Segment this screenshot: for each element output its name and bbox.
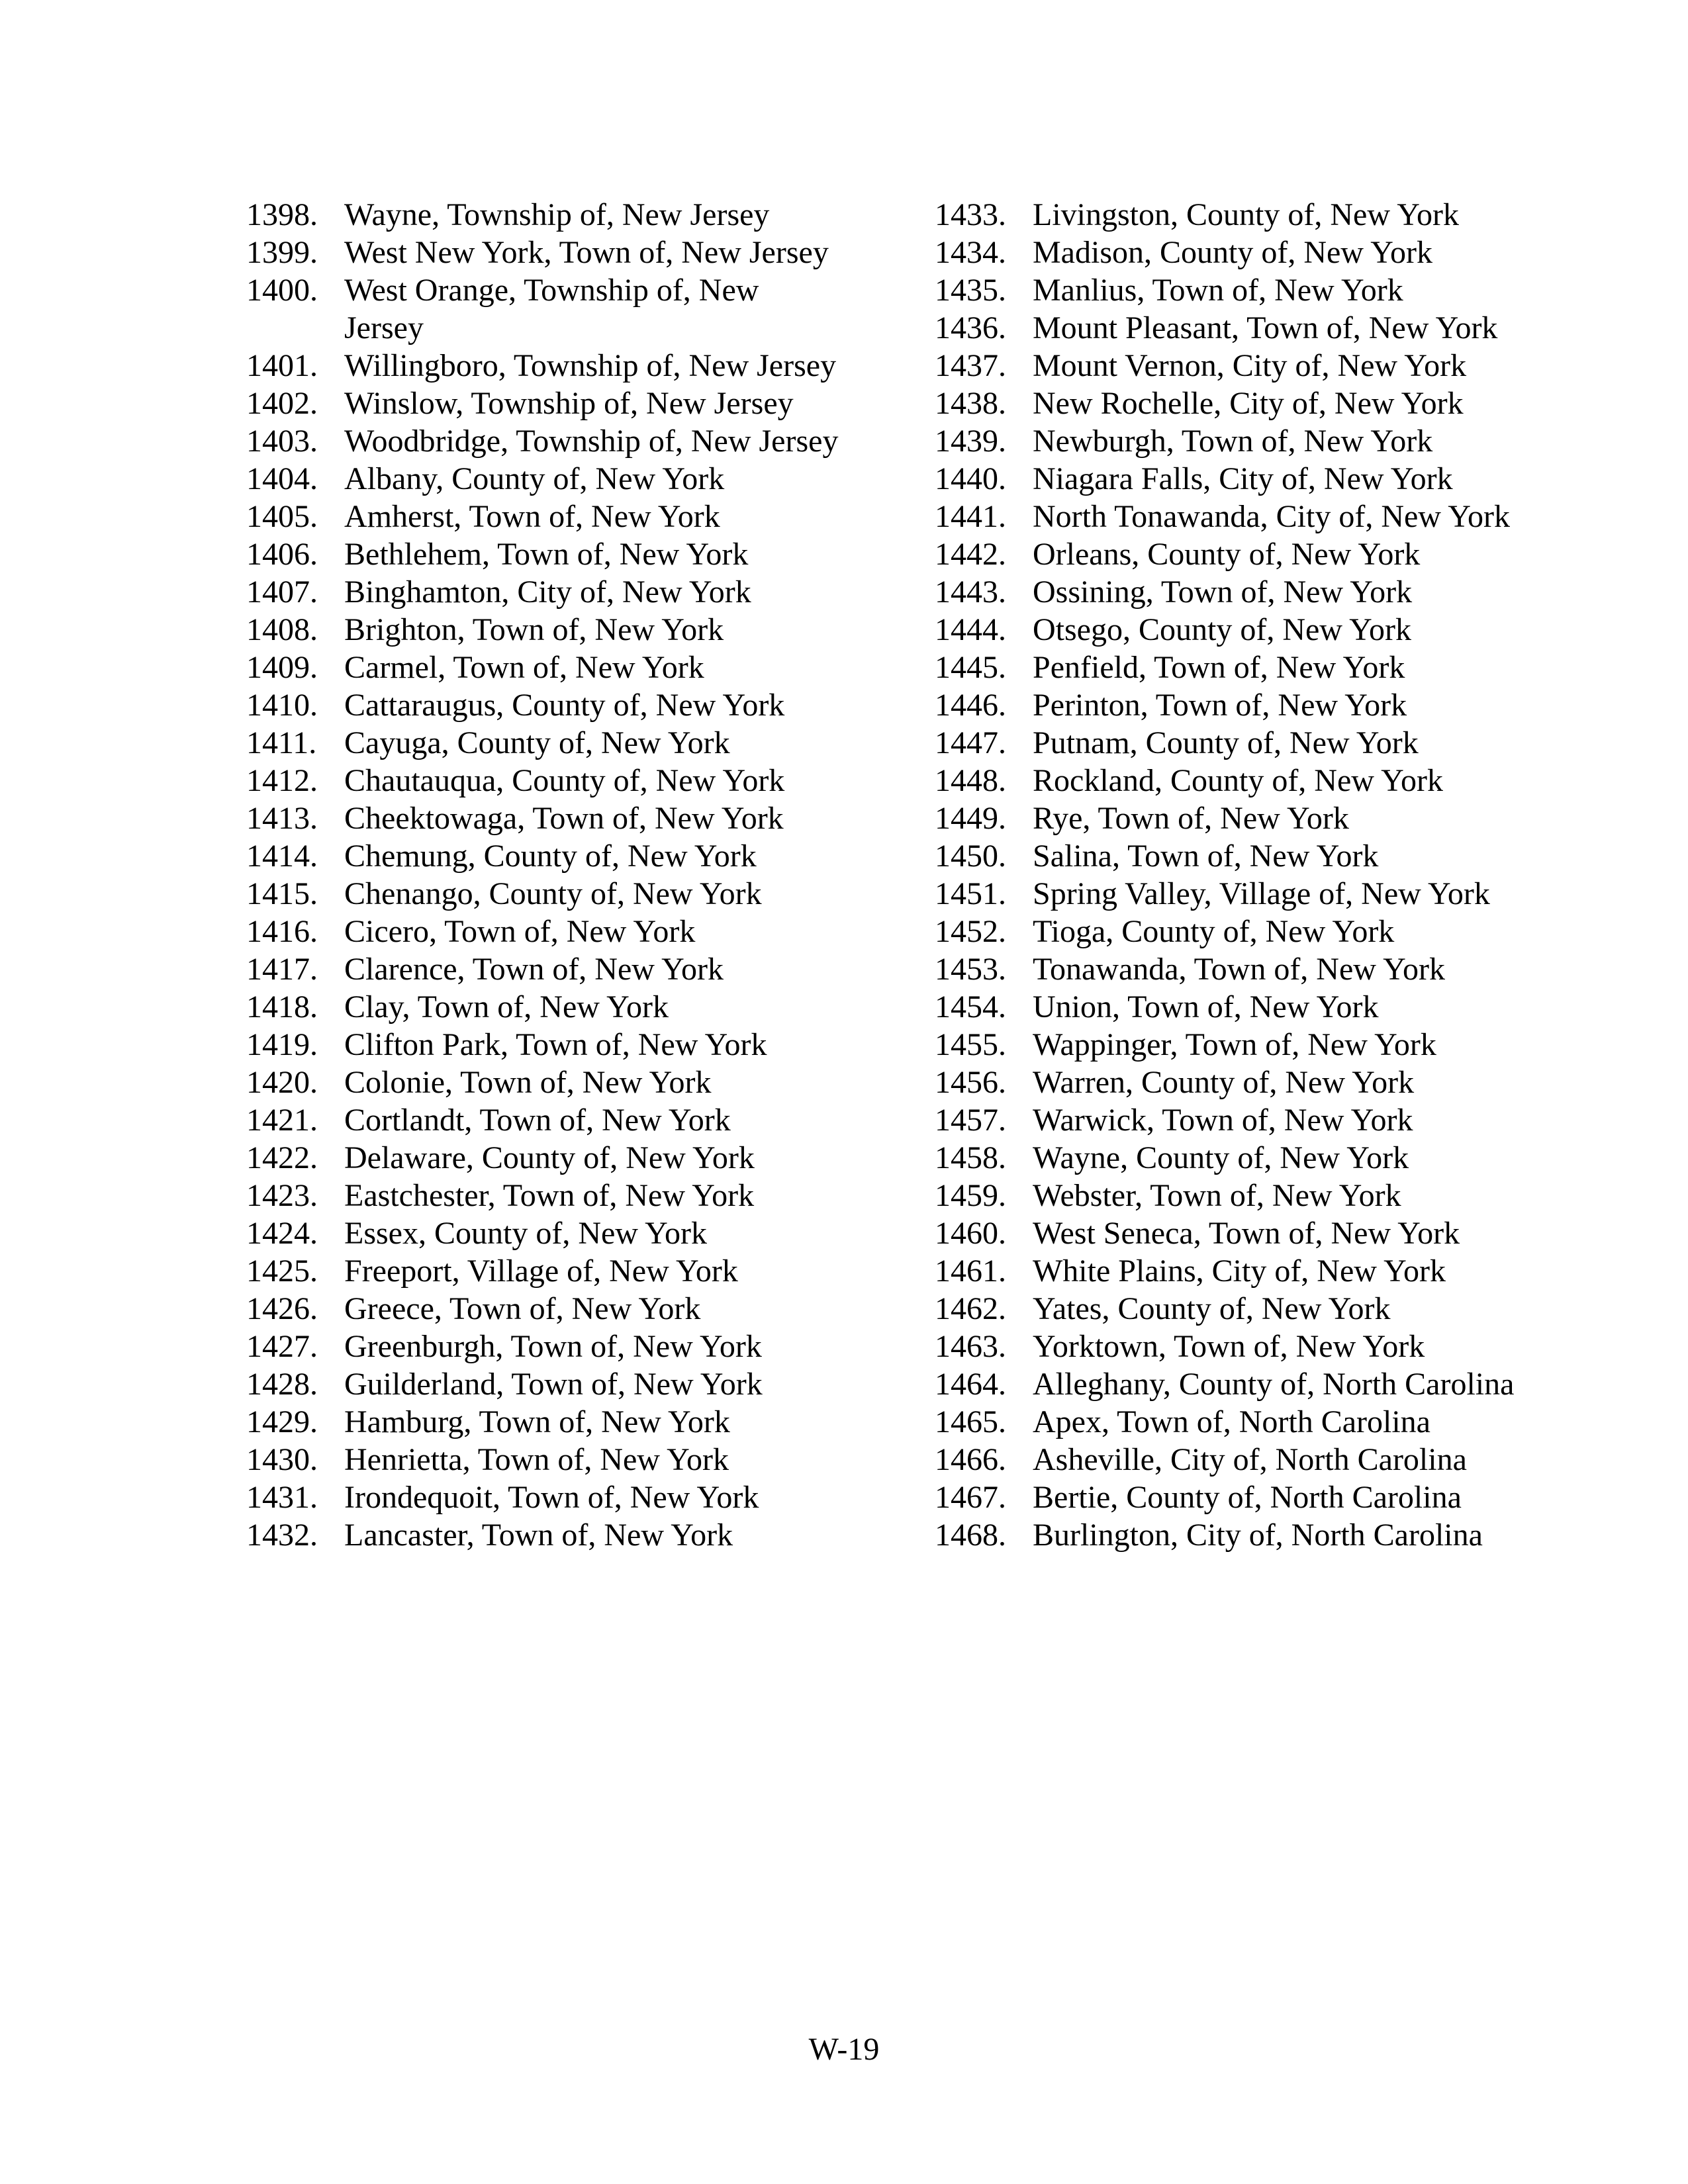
- entry-number: 1402.: [246, 386, 318, 421]
- entry-number: 1440.: [935, 461, 1006, 496]
- entry-number: 1416.: [246, 914, 318, 949]
- list-item: [935, 611, 1530, 649]
- list-item: [246, 1064, 842, 1101]
- entry-number: 1435.: [935, 273, 1006, 308]
- list-item: [935, 309, 1530, 347]
- list-item: [246, 1026, 842, 1064]
- list-item: [246, 1290, 842, 1328]
- list-item: [246, 1365, 842, 1403]
- entry-number: 1463.: [935, 1329, 1006, 1364]
- entry-name: White Plains, City of, New York: [1033, 1253, 1446, 1289]
- list-item: [246, 422, 842, 460]
- entry-name: Yorktown, Town of, New York: [1033, 1329, 1425, 1364]
- entry-number: 1441.: [935, 499, 1006, 534]
- entry-name: Burlington, City of, North Carolina: [1033, 1518, 1483, 1553]
- list-item: [935, 1328, 1530, 1365]
- entry-name: Essex, County of, New York: [344, 1216, 708, 1251]
- list-item: [935, 649, 1530, 686]
- entry-number: 1456.: [935, 1065, 1006, 1100]
- entry-number: 1408.: [246, 612, 318, 647]
- list-item: [246, 837, 842, 875]
- entry-number: 1407.: [246, 574, 318, 610]
- entry-name: Binghamton, City of, New York: [344, 574, 751, 610]
- entry-number: 1400.: [246, 273, 318, 308]
- list-item: [246, 347, 842, 385]
- entry-number: 1465.: [935, 1404, 1006, 1439]
- entry-name: Eastchester, Town of, New York: [344, 1178, 755, 1213]
- left-column: [246, 196, 842, 1554]
- entry-name: Niagara Falls, City of, New York: [1033, 461, 1453, 496]
- entry-number: 1399.: [246, 235, 318, 270]
- list-item: [935, 913, 1530, 950]
- entry-name: West New York, Town of, New Jersey: [344, 235, 829, 270]
- entry-number: 1425.: [246, 1253, 318, 1289]
- entry-name: Penfield, Town of, New York: [1033, 650, 1405, 685]
- list-item: [935, 1403, 1530, 1441]
- entry-name: Tonawanda, Town of, New York: [1033, 952, 1445, 987]
- list-item: [246, 913, 842, 950]
- list-item: [935, 875, 1530, 913]
- entry-number: 1447.: [935, 725, 1006, 760]
- entry-name: Delaware, County of, New York: [344, 1140, 755, 1175]
- list-item: [246, 1177, 842, 1214]
- entry-number: 1462.: [935, 1291, 1006, 1326]
- entry-name: Madison, County of, New York: [1033, 235, 1433, 270]
- entry-name: Irondequoit, Town of, New York: [344, 1480, 759, 1515]
- list-item: [246, 498, 842, 535]
- list-item: [246, 762, 842, 799]
- entry-number: 1411.: [246, 725, 317, 760]
- entry-name: Cattaraugus, County of, New York: [344, 688, 785, 723]
- list-item: [935, 1177, 1530, 1214]
- entry-number: 1403.: [246, 424, 318, 459]
- list-item: [246, 1101, 842, 1139]
- right-column: [935, 196, 1530, 1554]
- entry-number: 1421.: [246, 1103, 318, 1138]
- entry-name: Bethlehem, Town of, New York: [344, 537, 749, 572]
- entry-name: Cayuga, County of, New York: [344, 725, 730, 760]
- entry-number: 1404.: [246, 461, 318, 496]
- entry-name: Cheektowaga, Town of, New York: [344, 801, 784, 836]
- entry-number: 1428.: [246, 1367, 318, 1402]
- entry-name: Lancaster, Town of, New York: [344, 1518, 733, 1553]
- entry-name: Wayne, County of, New York: [1033, 1140, 1409, 1175]
- entry-number: 1398.: [246, 197, 318, 232]
- list-item: [935, 950, 1530, 988]
- list-item: [246, 535, 842, 573]
- list-item: [246, 724, 842, 762]
- entry-name: Greenburgh, Town of, New York: [344, 1329, 762, 1364]
- list-item: [935, 196, 1530, 234]
- entry-number: 1436.: [935, 310, 1006, 345]
- list-item: [935, 573, 1530, 611]
- entry-name: Livingston, County of, New York: [1033, 197, 1460, 232]
- list-item: [246, 460, 842, 498]
- entry-name: Wayne, Township of, New Jersey: [344, 197, 770, 232]
- list-item: [935, 1026, 1530, 1064]
- list-item: [935, 1516, 1530, 1554]
- list-item: [246, 649, 842, 686]
- list-item: [935, 535, 1530, 573]
- entry-name: Brighton, Town of, New York: [344, 612, 724, 647]
- entry-number: 1448.: [935, 763, 1006, 798]
- entry-number: 1430.: [246, 1442, 318, 1477]
- list-item: [246, 234, 842, 271]
- entry-name: Carmel, Town of, New York: [344, 650, 704, 685]
- entry-number: 1451.: [935, 876, 1006, 911]
- entry-number: 1415.: [246, 876, 318, 911]
- entry-name: Warwick, Town of, New York: [1033, 1103, 1413, 1138]
- entry-number: 1433.: [935, 197, 1006, 232]
- entry-number: 1431.: [246, 1480, 318, 1515]
- entry-name: Albany, County of, New York: [344, 461, 725, 496]
- list-item: [246, 799, 842, 837]
- entry-number: 1420.: [246, 1065, 318, 1100]
- list-item: [935, 1365, 1530, 1403]
- entry-number: 1438.: [935, 386, 1006, 421]
- entry-number: 1427.: [246, 1329, 318, 1364]
- list-item: [246, 1139, 842, 1177]
- entry-name: Otsego, County of, New York: [1033, 612, 1412, 647]
- entry-number: 1417.: [246, 952, 318, 987]
- entry-number: 1454.: [935, 989, 1006, 1024]
- list-item: [246, 1252, 842, 1290]
- entry-number: 1461.: [935, 1253, 1006, 1289]
- entry-name: Hamburg, Town of, New York: [344, 1404, 730, 1439]
- entry-name: North Tonawanda, City of, New York: [1033, 499, 1511, 534]
- list-item: [935, 988, 1530, 1026]
- entry-number: 1444.: [935, 612, 1006, 647]
- entry-number: 1459.: [935, 1178, 1006, 1213]
- page-number: W-19: [808, 2032, 880, 2067]
- entry-name: Chautauqua, County of, New York: [344, 763, 785, 798]
- entry-number: 1405.: [246, 499, 318, 534]
- entry-name: Perinton, Town of, New York: [1033, 688, 1407, 723]
- entry-name: Winslow, Township of, New Jersey: [344, 386, 794, 421]
- list-item: [935, 1214, 1530, 1252]
- entry-number: 1467.: [935, 1480, 1006, 1515]
- list-item: [246, 686, 842, 724]
- entry-number: 1426.: [246, 1291, 318, 1326]
- entry-name: Guilderland, Town of, New York: [344, 1367, 763, 1402]
- list-item: [246, 385, 842, 422]
- list-item: [246, 196, 842, 234]
- entry-name: Asheville, City of, North Carolina: [1033, 1442, 1467, 1477]
- list-item: [935, 460, 1530, 498]
- entry-number: 1468.: [935, 1518, 1006, 1553]
- list-item: [935, 1252, 1530, 1290]
- entry-number: 1410.: [246, 688, 318, 723]
- list-item: [935, 1101, 1530, 1139]
- list-item: [246, 611, 842, 649]
- entry-number: 1464.: [935, 1367, 1006, 1402]
- list-item: [246, 1516, 842, 1554]
- entry-number: 1418.: [246, 989, 318, 1024]
- entry-number: 1414.: [246, 839, 318, 874]
- entry-number: 1460.: [935, 1216, 1006, 1251]
- list-item: [246, 573, 842, 611]
- entry-number: 1401.: [246, 348, 318, 383]
- entry-number: 1443.: [935, 574, 1006, 610]
- list-item: [935, 1441, 1530, 1479]
- entry-name: Bertie, County of, North Carolina: [1033, 1480, 1462, 1515]
- entry-name: Amherst, Town of, New York: [344, 499, 720, 534]
- entry-name: Alleghany, County of, North Carolina: [1033, 1367, 1515, 1402]
- entry-name: Mount Pleasant, Town of, New York: [1033, 310, 1498, 345]
- list-item: [246, 1214, 842, 1252]
- list-item: [935, 837, 1530, 875]
- entry-number: 1432.: [246, 1518, 318, 1553]
- entry-name: Salina, Town of, New York: [1033, 839, 1379, 874]
- entry-name: Webster, Town of, New York: [1033, 1178, 1401, 1213]
- entry-number: 1445.: [935, 650, 1006, 685]
- entry-name: Chenango, County of, New York: [344, 876, 762, 911]
- entry-name: Clarence, Town of, New York: [344, 952, 724, 987]
- list-item: [246, 950, 842, 988]
- entry-number: 1413.: [246, 801, 318, 836]
- entry-number: 1412.: [246, 763, 318, 798]
- list-item: [246, 1403, 842, 1441]
- entry-name: Tioga, County of, New York: [1033, 914, 1395, 949]
- entry-name: Newburgh, Town of, New York: [1033, 424, 1433, 459]
- entry-name: Chemung, County of, New York: [344, 839, 757, 874]
- entry-name: Spring Valley, Village of, New York: [1033, 876, 1490, 911]
- entry-name: Rockland, County of, New York: [1033, 763, 1443, 798]
- entry-number: 1458.: [935, 1140, 1006, 1175]
- entry-name: Cortlandt, Town of, New York: [344, 1103, 731, 1138]
- entry-name: Greece, Town of, New York: [344, 1291, 701, 1326]
- entry-number: 1452.: [935, 914, 1006, 949]
- entry-name: Willingboro, Township of, New Jersey: [344, 348, 837, 383]
- list-item: [246, 988, 842, 1026]
- list-item: [246, 271, 842, 347]
- list-item: [935, 347, 1530, 385]
- list-item: [935, 1139, 1530, 1177]
- list-item: [935, 1064, 1530, 1101]
- entry-name: Freeport, Village of, New York: [344, 1253, 738, 1289]
- entry-number: 1446.: [935, 688, 1006, 723]
- entry-number: 1406.: [246, 537, 318, 572]
- entry-number: 1434.: [935, 235, 1006, 270]
- entry-number: 1453.: [935, 952, 1006, 987]
- entry-name: Woodbridge, Township of, New Jersey: [344, 424, 839, 459]
- list-item: [935, 498, 1530, 535]
- entry-number: 1419.: [246, 1027, 318, 1062]
- list-item: [246, 875, 842, 913]
- entry-name: Manlius, Town of, New York: [1033, 273, 1403, 308]
- list-item: [246, 1479, 842, 1516]
- entry-name: Wappinger, Town of, New York: [1033, 1027, 1436, 1062]
- entry-number: 1450.: [935, 839, 1006, 874]
- entry-name: Ossining, Town of, New York: [1033, 574, 1413, 610]
- list-item: [935, 762, 1530, 799]
- entry-name: Rye, Town of, New York: [1033, 801, 1349, 836]
- entry-number: 1409.: [246, 650, 318, 685]
- list-item: [935, 724, 1530, 762]
- list-item: [935, 1479, 1530, 1516]
- entry-name: Clay, Town of, New York: [344, 989, 669, 1024]
- entry-number: 1457.: [935, 1103, 1006, 1138]
- entry-number: 1449.: [935, 801, 1006, 836]
- entry-number: 1455.: [935, 1027, 1006, 1062]
- list-item: [935, 686, 1530, 724]
- entry-name: Henrietta, Town of, New York: [344, 1442, 729, 1477]
- entry-name: Putnam, County of, New York: [1033, 725, 1419, 760]
- entry-name: Orleans, County of, New York: [1033, 537, 1421, 572]
- entry-name: Cicero, Town of, New York: [344, 914, 696, 949]
- entry-name: West Orange, Township of, New Jersey: [344, 273, 759, 345]
- list-item: [935, 799, 1530, 837]
- entry-name: Clifton Park, Town of, New York: [344, 1027, 767, 1062]
- entry-number: 1422.: [246, 1140, 318, 1175]
- entry-number: 1442.: [935, 537, 1006, 572]
- list-item: [935, 271, 1530, 309]
- entry-name: Colonie, Town of, New York: [344, 1065, 712, 1100]
- entry-name: Yates, County of, New York: [1033, 1291, 1391, 1326]
- entry-name: Mount Vernon, City of, New York: [1033, 348, 1467, 383]
- list-item: [935, 385, 1530, 422]
- list-item: [935, 422, 1530, 460]
- entry-number: 1437.: [935, 348, 1006, 383]
- list-item: [246, 1441, 842, 1479]
- list-item: [935, 1290, 1530, 1328]
- list-item: [935, 234, 1530, 271]
- list-item: [246, 1328, 842, 1365]
- entry-name: New Rochelle, City of, New York: [1033, 386, 1464, 421]
- entry-number: 1466.: [935, 1442, 1006, 1477]
- entry-number: 1424.: [246, 1216, 318, 1251]
- entry-name: Apex, Town of, North Carolina: [1033, 1404, 1430, 1439]
- entry-name: West Seneca, Town of, New York: [1033, 1216, 1460, 1251]
- entry-name: Union, Town of, New York: [1033, 989, 1379, 1024]
- entry-name: Warren, County of, New York: [1033, 1065, 1415, 1100]
- entry-number: 1439.: [935, 424, 1006, 459]
- entry-number: 1423.: [246, 1178, 318, 1213]
- entry-number: 1429.: [246, 1404, 318, 1439]
